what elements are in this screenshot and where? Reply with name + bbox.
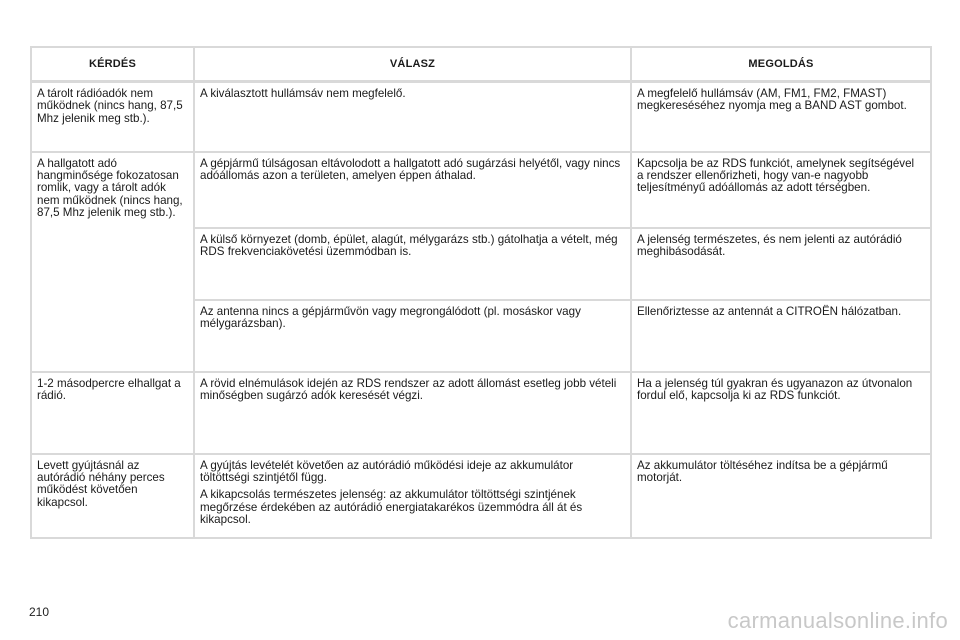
answer-text: A rövid elnémulások idején az RDS rendszer az adott állomást esetleg jobb vételi minőségben sugárzó adók keresését végzi. xyxy=(200,376,617,402)
header-row xyxy=(31,47,931,82)
answer-text: A kiválasztott hullámsáv nem megfelelő. xyxy=(200,87,406,100)
answer-text: A gépjármű túlságosan eltávolodott a hallgatott adó sugárzási helyétől, vagy nincs adóállomás azon a területen, amelyen éppen áthalad. xyxy=(200,156,621,182)
header-question: KÉRDÉS xyxy=(31,47,194,82)
header-answer: VÁLASZ xyxy=(194,47,631,82)
answer-cell xyxy=(194,82,631,152)
answer-cell xyxy=(194,454,631,538)
answer-cell xyxy=(194,152,631,228)
question-cell: A tárolt rádióadók nem működnek (nincs hang, 87,5 Mhz jelenik meg stb.). xyxy=(31,82,194,152)
solution-cell: Ellenőriztesse az antennát a CITROËN hálózatban. xyxy=(631,300,931,372)
answer-cell xyxy=(194,372,631,454)
watermark: carmanualsonline.info xyxy=(727,608,948,633)
table-row xyxy=(31,454,931,538)
page-number: 210 xyxy=(29,605,50,619)
solution-cell: Az akkumulátor töltéséhez indítsa be a gépjármű motorját. xyxy=(631,454,931,538)
solution-cell: A jelenség természetes, és nem jelenti az autórádió meghibásodását. xyxy=(631,228,931,300)
question-cell: 1-2 másodpercre elhallgat a rádió. xyxy=(31,372,194,454)
answer-text: A kikapcsolás természetes jelenség: az akkumulátor töltöttségi szintjének megőrzése érdekében az autórádió energiatakarékos üzemmódra áll át és kikapcsol. xyxy=(200,488,583,527)
header-solution: MEGOLDÁS xyxy=(631,47,931,82)
table-row xyxy=(31,152,931,228)
table-row xyxy=(31,82,931,152)
answer-cell xyxy=(194,300,631,372)
troubleshooting-table xyxy=(30,46,932,539)
question-cell: A hallgatott adó hangminősége fokozatosan romlik, vagy a tárolt adók nem működnek (nincs hang, 87,5 Mhz jelenik meg stb.). xyxy=(31,152,194,372)
answer-text: A külső környezet (domb, épület, alagút, mélygarázs stb.) gátolhatja a vételt, még RDS frekvenciakövetési üzemmódban is. xyxy=(200,232,618,258)
answer-text: Az antenna nincs a gépjárművön vagy megrongálódott (pl. mosáskor vagy mélygarázsban). xyxy=(200,304,581,330)
answer-text: A gyújtás levételét követően az autórádió működési ideje az akkumulátor töltöttségi szintjétől függ. xyxy=(200,458,574,484)
solution-cell: Ha a jelenség túl gyakran és ugyanazon az útvonalon fordul elő, kapcsolja ki az RDS funkciót. xyxy=(631,372,931,454)
solution-cell: Kapcsolja be az RDS funkciót, amelynek segítségével a rendszer ellenőrizheti, hogy van-e nagyobb teljesítményű adóállomás az adott térségben. xyxy=(631,152,931,228)
solution-cell: A megfelelő hullámsáv (AM, FM1, FM2, FMAST) megkereséséhez nyomja meg a BAND AST gombot. xyxy=(631,82,931,152)
question-cell: Levett gyújtásnál az autórádió néhány perces működést követően kikapcsol. xyxy=(31,454,194,538)
answer-cell xyxy=(194,228,631,300)
table-row xyxy=(31,372,931,454)
